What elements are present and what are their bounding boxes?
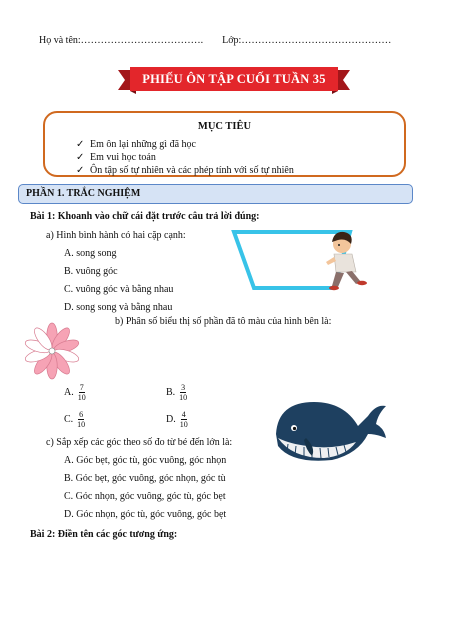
- option-a-c[interactable]: C. vuông góc và bằng nhau: [64, 284, 174, 295]
- option-a-d[interactable]: D. song song và bằng nhau: [64, 302, 173, 313]
- goal-item: ✓ Em ôn lại những gì đã học: [76, 139, 196, 150]
- boy-pushing-icon: [326, 232, 367, 290]
- worksheet-title: PHIẾU ÔN TẬP CUỐI TUẦN 35: [142, 72, 326, 86]
- option-b-a[interactable]: A. $\frac{7}{10}$: [64, 383, 86, 402]
- class-label: Lớp:………………………………………: [222, 35, 392, 46]
- goal-item: ✓ Em vui học toán: [76, 152, 156, 163]
- question-c: c) Sắp xếp các góc theo số đo từ bé đến lớn là:: [46, 437, 233, 448]
- option-b-d[interactable]: D. $\frac{4}{10}$: [166, 410, 188, 429]
- student-info-line: [39, 35, 391, 46]
- flower-fraction-figure: [23, 322, 81, 380]
- checkmark-icon: ✓: [76, 139, 85, 150]
- option-a-b[interactable]: B. vuông góc: [64, 266, 118, 277]
- goals-list: [76, 138, 294, 177]
- option-c-b[interactable]: B. Góc bẹt, góc vuông, góc nhọn, góc tù: [64, 473, 226, 484]
- option-c-c[interactable]: C. Góc nhọn, góc vuông, góc tù, góc bẹt: [64, 491, 226, 502]
- exercise-1-title: Bài 1: Khoanh vào chữ cái đặt trước câu trả lời đúng:: [30, 211, 260, 222]
- exercise-2-title: Bài 2: Điền tên các góc tương ứng:: [30, 529, 178, 540]
- parallelogram-illustration: [228, 226, 378, 294]
- checkmark-icon: ✓: [76, 152, 85, 163]
- option-b-b[interactable]: B. $\frac{3}{10}$: [166, 383, 188, 402]
- goal-item: ✓ Ôn tập số tự nhiên và các phép tính với số tự nhiên: [76, 165, 294, 176]
- section-title: PHẦN 1. TRẮC NGHIỆM: [26, 188, 141, 199]
- question-a: a) Hình bình hành có hai cặp cạnh:: [46, 230, 186, 241]
- checkmark-icon: ✓: [76, 165, 85, 176]
- name-label: Họ và tên:……………………………….: [39, 35, 204, 46]
- option-c-d[interactable]: D. Góc nhọn, góc tù, góc vuông, góc bẹt: [64, 509, 227, 520]
- option-a-a[interactable]: A. song song: [64, 248, 117, 259]
- question-b: b) Phân số biểu thị số phần đã tô màu của hình bên là:: [115, 316, 332, 327]
- option-b-c[interactable]: C. $\frac{6}{10}$: [64, 410, 86, 429]
- option-c-a[interactable]: A. Góc bẹt, góc tù, góc vuông, góc nhọn: [64, 455, 227, 466]
- goals-title: MỤC TIÊU: [197, 121, 252, 132]
- whale-icon: [272, 394, 390, 470]
